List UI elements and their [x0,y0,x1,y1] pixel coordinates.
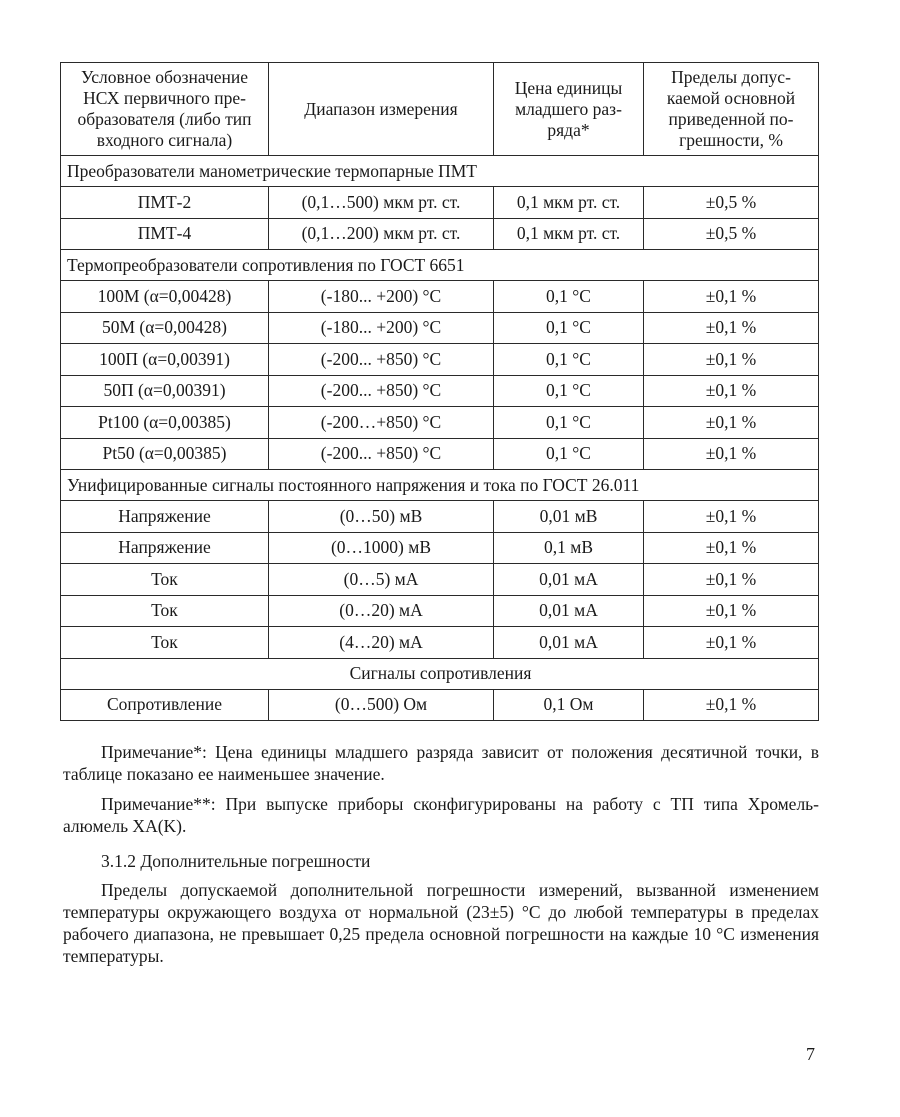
section-heading [63,850,819,872]
cell-error: ±0,5 % [644,187,819,219]
cell-sensor: Ток [61,564,269,596]
section-paragraph [63,879,819,967]
cell-range: (-180... +200) °С [269,281,494,313]
table-row [61,689,819,721]
cell-sensor: 50М (α=0,00428) [61,312,269,344]
table-row [61,187,819,219]
group-title: Унифицированные сигналы постоянного напряжения и тока по ГОСТ 26.011 [61,470,819,501]
table-row [61,344,819,376]
table-row [61,501,819,533]
cell-resolution: 0,1 Ом [494,689,644,721]
cell-range: (0…50) мВ [269,501,494,533]
cell-error: ±0,1 % [644,438,819,470]
cell-sensor: 100П (α=0,00391) [61,344,269,376]
table-group-header [61,658,819,689]
cell-resolution: 0,1 мкм рт. ст. [494,218,644,250]
table-row [61,627,819,659]
cell-resolution: 0,1 °С [494,407,644,439]
section-paragraph-text: Пределы допускаемой дополнительной погрешности измерений, вызванной изменением температуры окружающего воздуха от нормальной (23±5) °С до любой температуры в пределах рабочего диапазона, не превышает 0,25 предела основной погрешности на каждые 10 °С изменения температуры. [63,880,819,966]
cell-resolution: 0,1 °С [494,281,644,313]
cell-range: (-200... +850) °С [269,344,494,376]
cell-sensor: 100М (α=0,00428) [61,281,269,313]
table-row [61,564,819,596]
cell-range: (-180... +200) °С [269,312,494,344]
cell-sensor: Напряжение [61,501,269,533]
cell-range: (0…1000) мВ [269,532,494,564]
cell-sensor: 50П (α=0,00391) [61,375,269,407]
cell-error: ±0,1 % [644,501,819,533]
table-row [61,407,819,439]
cell-range: (0…20) мА [269,595,494,627]
cell-resolution: 0,01 мА [494,564,644,596]
cell-sensor: Ток [61,595,269,627]
table-header-row [61,63,819,156]
header-error-limit: Пределы допус-каемой основной приведенной по-грешности, % [644,63,819,156]
cell-resolution: 0,1 °С [494,438,644,470]
cell-sensor: Ток [61,627,269,659]
table-row [61,312,819,344]
cell-error: ±0,1 % [644,627,819,659]
cell-resolution: 0,01 мВ [494,501,644,533]
cell-range: (-200…+850) °С [269,407,494,439]
group-title: Сигналы сопротивления [61,658,819,689]
cell-resolution: 0,1 °С [494,375,644,407]
table-row [61,438,819,470]
cell-range: (0,1…500) мкм рт. ст. [269,187,494,219]
footnote-1 [63,741,819,785]
table-row [61,281,819,313]
section-heading-text: 3.1.2 Дополнительные погрешности [101,851,371,871]
cell-range: (0,1…200) мкм рт. ст. [269,218,494,250]
footnote-1-text: Примечание*: Цена единицы младшего разряда зависит от положения десятичной точки, в таблице показано ее наименьшее значение. [63,742,819,784]
page-number: 7 [806,1044,815,1064]
header-sensor-type: Условное обозначение НСХ первичного пре-образователя (либо тип входного сигнала) [61,63,269,156]
cell-range: (4…20) мА [269,627,494,659]
cell-range: (0…500) Ом [269,689,494,721]
cell-error: ±0,1 % [644,689,819,721]
cell-sensor: Сопротивление [61,689,269,721]
measurement-spec-table [60,62,819,721]
header-resolution: Цена единицы младшего раз-ряда* [494,63,644,156]
cell-error: ±0,1 % [644,532,819,564]
cell-range: (-200... +850) °С [269,438,494,470]
group-title: Термопреобразователи сопротивления по ГОСТ 6651 [61,250,819,281]
cell-resolution: 0,1 мВ [494,532,644,564]
cell-resolution: 0,01 мА [494,595,644,627]
table-group-header [61,156,819,187]
cell-error: ±0,1 % [644,375,819,407]
table-group-header [61,470,819,501]
cell-sensor: ПМТ-2 [61,187,269,219]
table-row [61,595,819,627]
table-row [61,218,819,250]
footnote-2-text: Примечание**: При выпуске приборы сконфигурированы на работу с ТП типа Хромель-алюмель ХА(K). [63,794,819,836]
table-row [61,375,819,407]
cell-sensor: ПМТ-4 [61,218,269,250]
cell-error: ±0,1 % [644,281,819,313]
cell-sensor: Напряжение [61,532,269,564]
cell-sensor: Pt50 (α=0,00385) [61,438,269,470]
group-title: Преобразователи манометрические термопарные ПМТ [61,156,819,187]
cell-error: ±0,1 % [644,312,819,344]
table-row [61,532,819,564]
cell-error: ±0,1 % [644,595,819,627]
table-group-header [61,250,819,281]
cell-error: ±0,1 % [644,564,819,596]
cell-resolution: 0,01 мА [494,627,644,659]
cell-range: (-200... +850) °С [269,375,494,407]
header-range: Диапазон измерения [269,63,494,156]
cell-resolution: 0,1 °С [494,344,644,376]
cell-error: ±0,5 % [644,218,819,250]
cell-resolution: 0,1 °С [494,312,644,344]
cell-range: (0…5) мА [269,564,494,596]
footnote-2 [63,793,819,837]
cell-sensor: Pt100 (α=0,00385) [61,407,269,439]
cell-error: ±0,1 % [644,344,819,376]
cell-resolution: 0,1 мкм рт. ст. [494,187,644,219]
cell-error: ±0,1 % [644,407,819,439]
